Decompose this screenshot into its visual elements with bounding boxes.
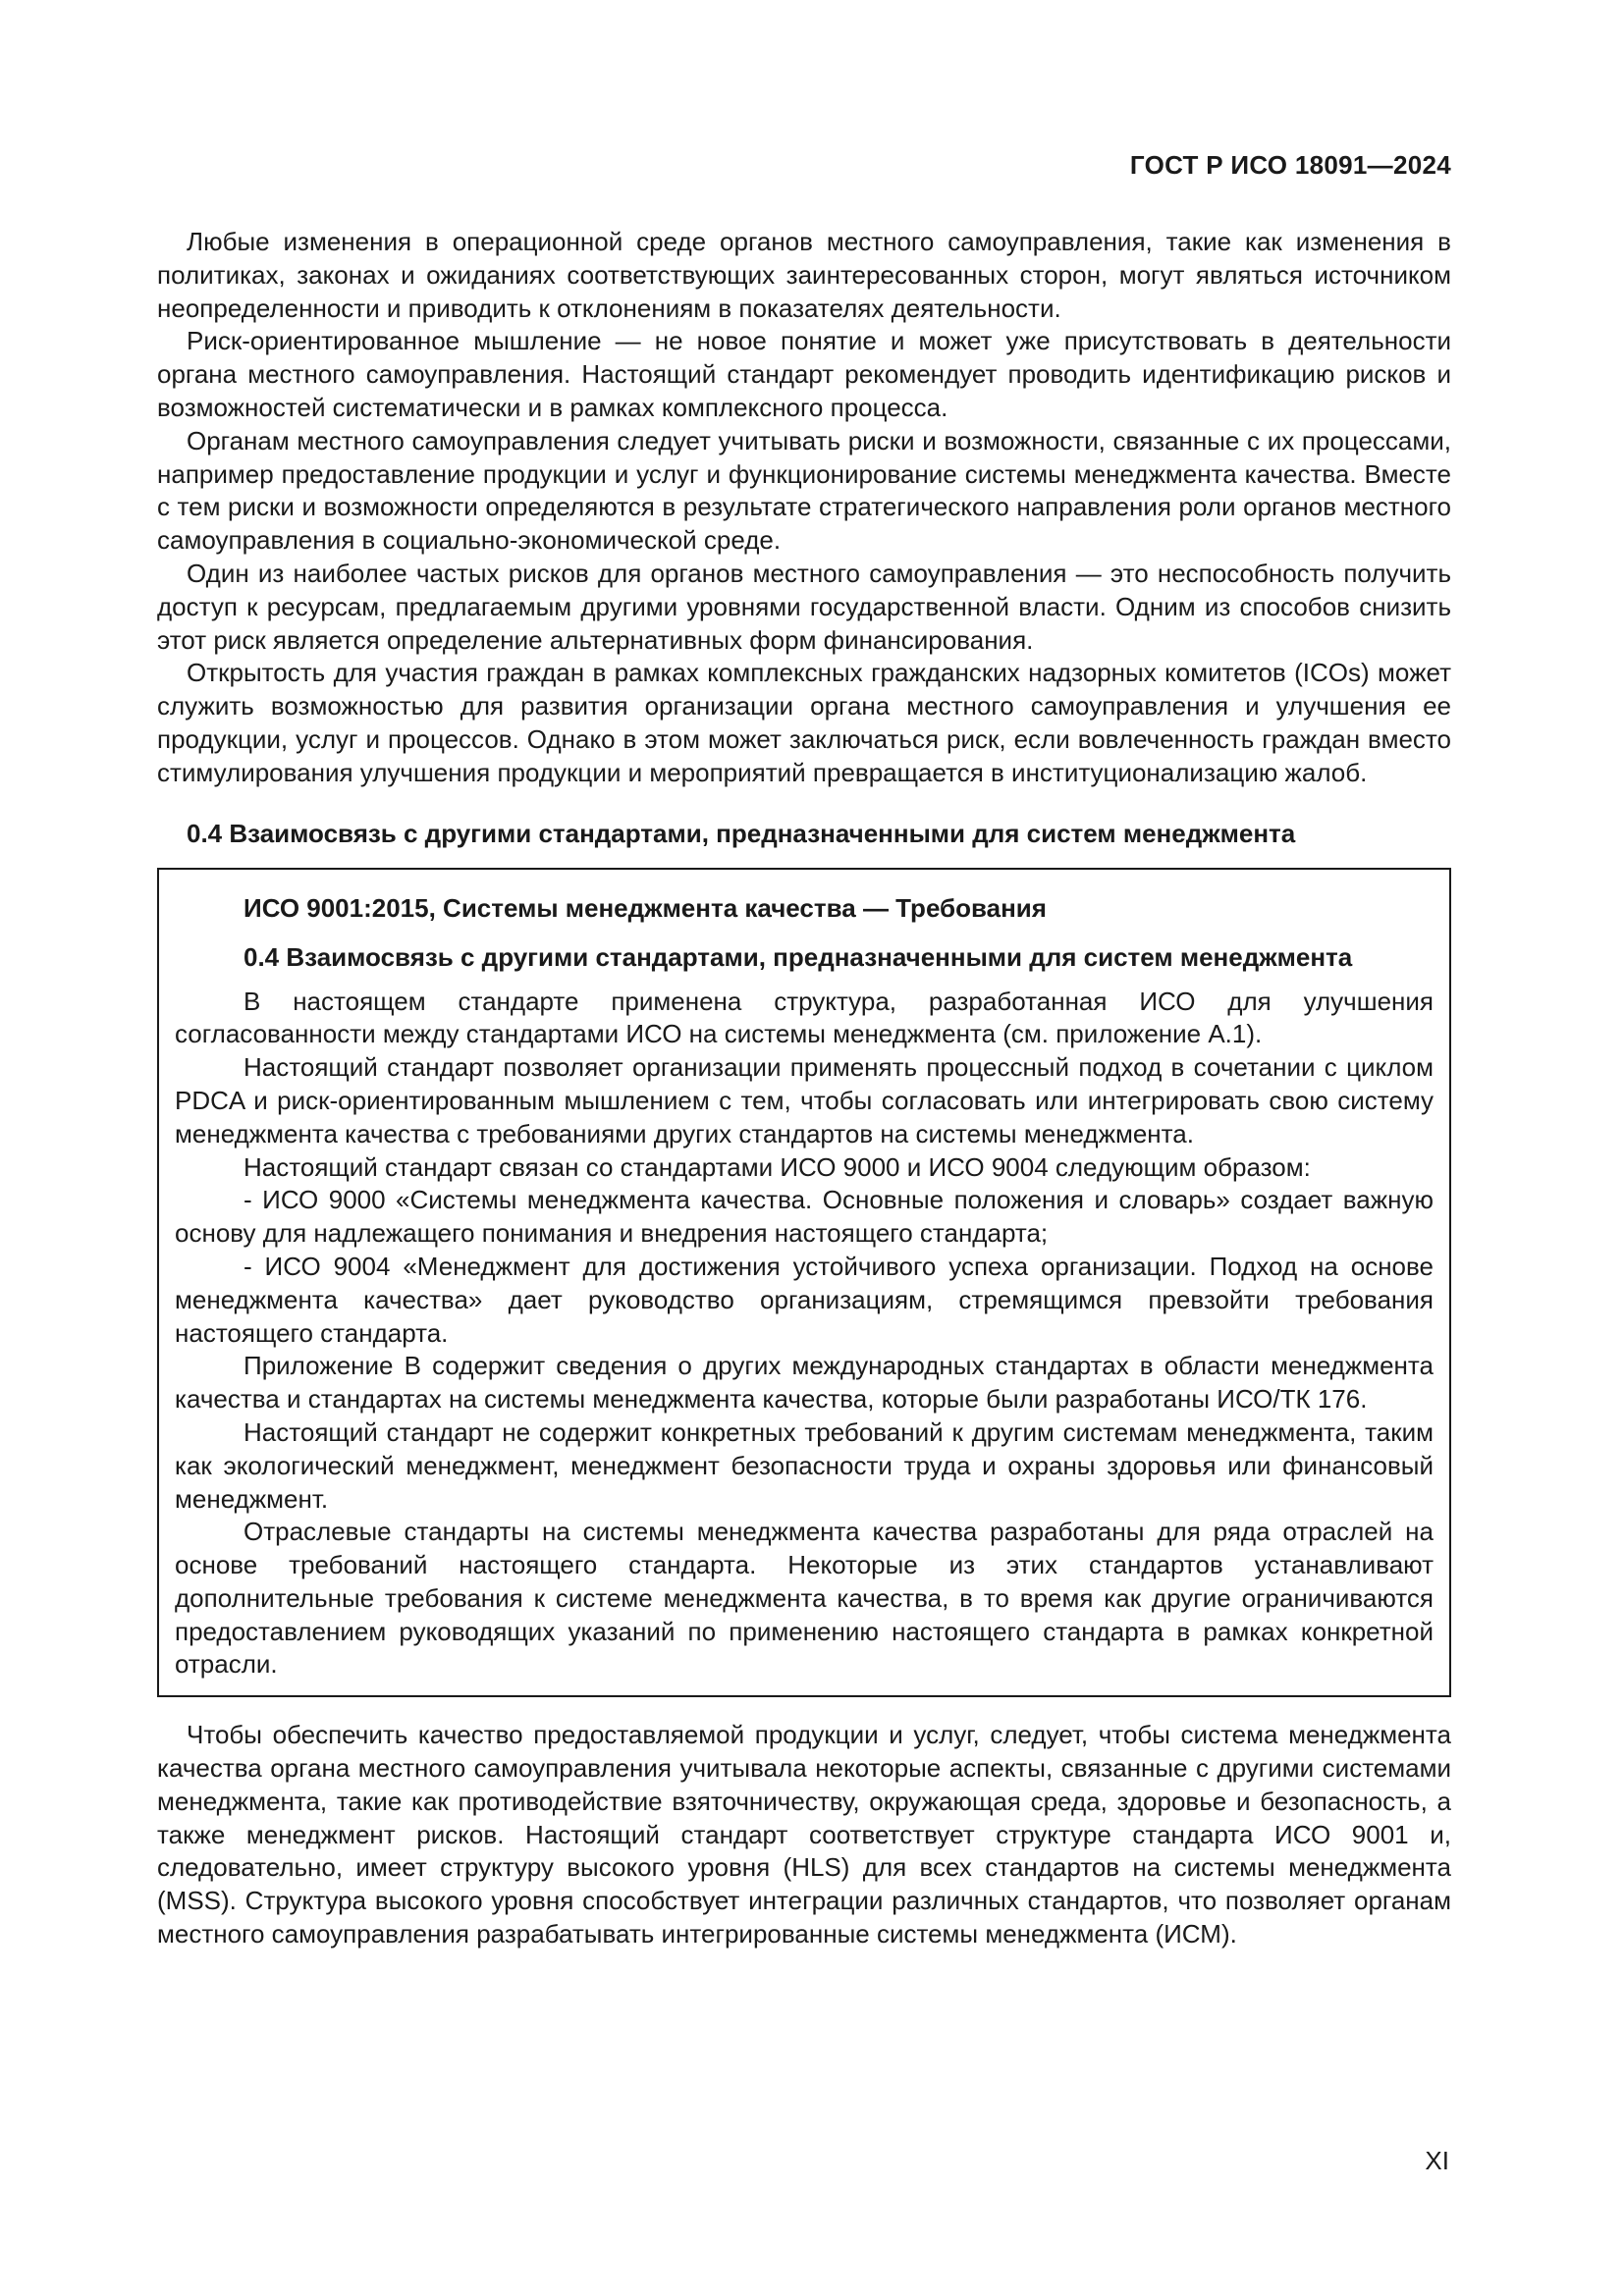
quoted-standard-box — [157, 868, 1451, 1698]
box-paragraph: В настоящем стандарте применена структура, разработанная ИСО для улучшения согласованности между стандартами ИСО на системы менеджмента (см. приложение А.1). — [175, 986, 1434, 1049]
page-content — [157, 226, 1451, 1951]
box-paragraph: Отраслевые стандарты на системы менеджмента качества разработаны для ряда отраслей на основе требований настоящего стандарта. Некоторые из этих стандартов устанавливают дополнительные требования к системе менеджмента качества, в то время как другие ограничиваются предоставлением руководящих указаний по применению настоящего стандарта в рамках конкретной отрасли. — [175, 1517, 1434, 1680]
box-list-item: - ИСО 9000 «Системы менеджмента качества. Основные положения и словарь» создает важную основу для надлежащего понимания и внедрения настоящего стандарта; — [175, 1185, 1434, 1249]
box-list-item: - ИСО 9004 «Менеджмент для достижения устойчивого успеха организации. Подход на основе менеджмента качества» дает руководство организациям, стремящимся превзойти требования настоящего стандарта. — [175, 1251, 1434, 1348]
body-paragraph: Любые изменения в операционной среде органов местного самоуправления, такие как изменения в политиках, законах и ожиданиях соответствующих заинтересованных сторон, могут являться источником неопределенности и приводить к отклонениям в показателях деятельности. — [157, 227, 1451, 323]
section-heading: 0.4 Взаимосвязь с другими стандартами, предназначенными для систем менеджмента — [187, 818, 1296, 848]
page-header-standard-id: ГОСТ Р ИСО 18091—2024 — [1129, 150, 1451, 180]
closing-paragraph: Чтобы обеспечить качество предоставляемой продукции и услуг, следует, чтобы система менеджмента качества органа местного самоуправления учитывала некоторые аспекты, связанные с другими системами менеджмента, такие как противодействие взяточничеству, окружающая среда, здоровье и безопасность, а также менеджмент рисков. Настоящий стандарт соответствует структуре стандарта ИСО 9001 и, следовательно, имеет структуру высокого уровня (HLS) для всех стандартов на системы менеджмента (MSS). Структура высокого уровня способствует интеграции различных стандартов, что позволяет органам местного самоуправления разрабатывать интегрированные системы менеджмента (ИСМ). — [157, 1720, 1451, 1949]
box-title: ИСО 9001:2015, Системы менеджмента качества — Требования — [244, 892, 1047, 923]
page-number: XI — [1425, 2146, 1449, 2175]
box-paragraph: Приложение В содержит сведения о других международных стандартах в области менеджмента качества и стандартах на системы менеджмента качества, которые были разработаны ИСО/ТК 176. — [175, 1351, 1434, 1415]
body-paragraph: Один из наиболее частых рисков для органов местного самоуправления — это неспособность получить доступ к ресурсам, предлагаемым другими уровнями государственной власти. Одним из способов снизить этот риск является определение альтернативных форм финансирования. — [157, 558, 1451, 655]
box-paragraph: Настоящий стандарт позволяет организации применять процессный подход в сочетании с циклом PDCA и риск-ориентированным мышлением с тем, чтобы согласовать или интегрировать свою систему менеджмента качества с требованиями других стандартов на системы менеджмента. — [175, 1052, 1434, 1148]
box-paragraph: Настоящий стандарт связан со стандартами ИСО 9000 и ИСО 9004 следующим образом: — [244, 1151, 1311, 1182]
box-subtitle: 0.4 Взаимосвязь с другими стандартами, предназначенными для систем менеджмента — [244, 941, 1353, 972]
body-paragraph: Риск-ориентированное мышление — не новое понятие и может уже присутствовать в деятельности органа местного самоуправления. Настоящий стандарт рекомендует проводить идентификацию рисков и возможностей систематически и в рамках комплексного процесса. — [157, 326, 1451, 422]
box-paragraph: Настоящий стандарт не содержит конкретных требований к другим системам менеджмента, таким как экологический менеджмент, менеджмент безопасности труда и охраны здоровья или финансовый менеджмент. — [175, 1416, 1434, 1514]
body-paragraph: Открытость для участия граждан в рамках комплексных гражданских надзорных комитетов (ICOs) может служить возможностью для развития организации органа местного самоуправления и улучшения ее продукции, услуг и процессов. Однако в этом может заключаться риск, если вовлеченность граждан вместо стимулирования улучшения продукции и мероприятий превращается в институционализацию жалоб. — [157, 658, 1451, 787]
body-paragraph: Органам местного самоуправления следует учитывать риски и возможности, связанные с их процессами, например предоставление продукции и услуг и функционирование системы менеджмента качества. Вместе с тем риски и возможности определяются в результате стратегического направления роли органов местного самоуправления в социально-экономической среде. — [157, 425, 1451, 556]
